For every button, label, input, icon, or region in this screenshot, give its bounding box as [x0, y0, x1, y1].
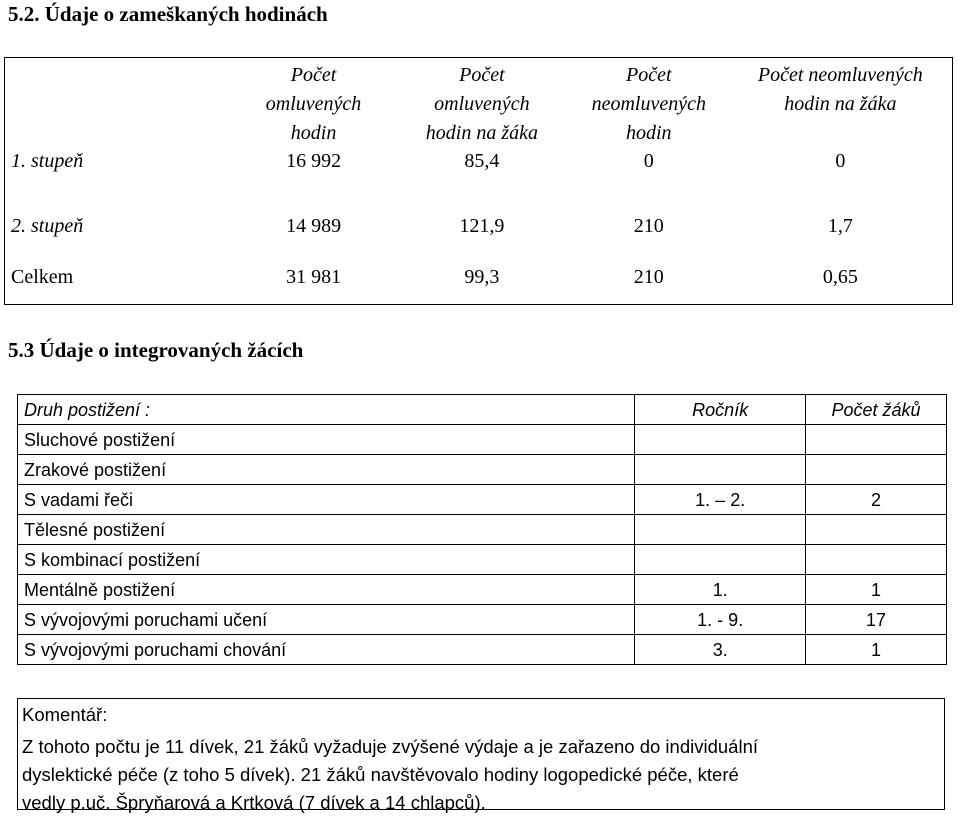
cell-value: 99,3	[464, 266, 500, 289]
integrated-header-row	[18, 395, 947, 425]
comment-label: Komentář:	[22, 704, 108, 725]
table-row	[5, 200, 953, 252]
table-row	[18, 485, 947, 515]
disability-label: S vývojovými poruchami učení	[18, 605, 635, 635]
comment-box	[17, 698, 945, 813]
count-cell	[806, 455, 947, 485]
header-excused-per-pupil: Počet omluvených hodin na žáka	[425, 64, 538, 144]
header-grade: Ročník	[635, 395, 806, 425]
comment-line: vedly p.uč. Špryňarová a Krtková (7 dívek a 14 chlapců).	[22, 792, 486, 813]
grade-cell	[635, 545, 806, 575]
cell-value: 31 981	[286, 266, 342, 289]
row-label: 2. stupeň	[11, 214, 84, 237]
comment-line: Z tohoto počtu je 11 dívek, 21 žáků vyžaduje zvýšené výdaje a je zařazeno do individuální	[22, 736, 758, 757]
table-row	[18, 515, 947, 545]
header-unexcused-per-pupil: Počet neomluvených hodin na žáka	[757, 64, 923, 115]
cell-value: 14 989	[286, 214, 342, 237]
count-cell: 1	[806, 635, 947, 665]
header-disability-type: Druh postižení :	[18, 395, 635, 425]
cell-value: 0,65	[822, 266, 858, 289]
table-row	[18, 635, 947, 665]
cell-value: 85,4	[464, 150, 500, 172]
comment-line: dyslektické péče (z toho 5 dívek). 21 žáků navštěvovalo hodiny logopedické péče, které	[22, 764, 739, 785]
grade-cell	[635, 515, 806, 545]
grade-cell: 1. – 2.	[635, 485, 806, 515]
section-heading-absences: 5.2. Údaje o zameškaných hodinách	[8, 2, 328, 26]
header-empty	[5, 58, 233, 149]
grade-cell: 1.	[635, 575, 806, 605]
table-row	[18, 455, 947, 485]
section-heading-integrated: 5.3 Údaje o integrovaných žácích	[8, 338, 304, 362]
grade-cell: 3.	[635, 635, 806, 665]
cell-value: 0	[643, 150, 654, 172]
grade-cell	[635, 425, 806, 455]
table-row	[5, 148, 953, 200]
disability-label: S kombinací postižení	[18, 545, 635, 575]
table-row	[18, 425, 947, 455]
table-row	[18, 575, 947, 605]
table-row	[5, 252, 953, 304]
disability-label: Sluchové postižení	[18, 425, 635, 455]
cell-value: 210	[633, 214, 664, 237]
cell-value: 210	[633, 266, 664, 289]
count-cell	[806, 425, 947, 455]
row-label: Celkem	[11, 266, 74, 289]
table-row	[18, 605, 947, 635]
cell-value: 16 992	[286, 150, 342, 172]
grade-cell: 1. - 9.	[635, 605, 806, 635]
disability-label: Tělesné postižení	[18, 515, 635, 545]
cell-value: 121,9	[459, 214, 505, 237]
absences-header-row	[5, 58, 953, 149]
header-unexcused-hours: Počet neomluvených hodin	[591, 64, 706, 144]
disability-label: S vadami řeči	[18, 485, 635, 515]
count-cell: 1	[806, 575, 947, 605]
count-cell: 17	[806, 605, 947, 635]
count-cell	[806, 515, 947, 545]
table-row	[18, 545, 947, 575]
disability-label: Zrakové postižení	[18, 455, 635, 485]
header-excused-hours: Počet omluvených hodin	[265, 64, 362, 144]
cell-value: 0	[835, 150, 846, 172]
count-cell	[806, 545, 947, 575]
header-pupil-count: Počet žáků	[806, 395, 947, 425]
row-label: 1. stupeň	[11, 150, 84, 172]
integrated-pupils-table	[17, 394, 947, 665]
cell-value: 1,7	[827, 214, 853, 237]
disability-label: Mentálně postižení	[18, 575, 635, 605]
disability-label: S vývojovými poruchami chování	[18, 635, 635, 665]
count-cell: 2	[806, 485, 947, 515]
grade-cell	[635, 455, 806, 485]
absences-table	[4, 57, 953, 305]
